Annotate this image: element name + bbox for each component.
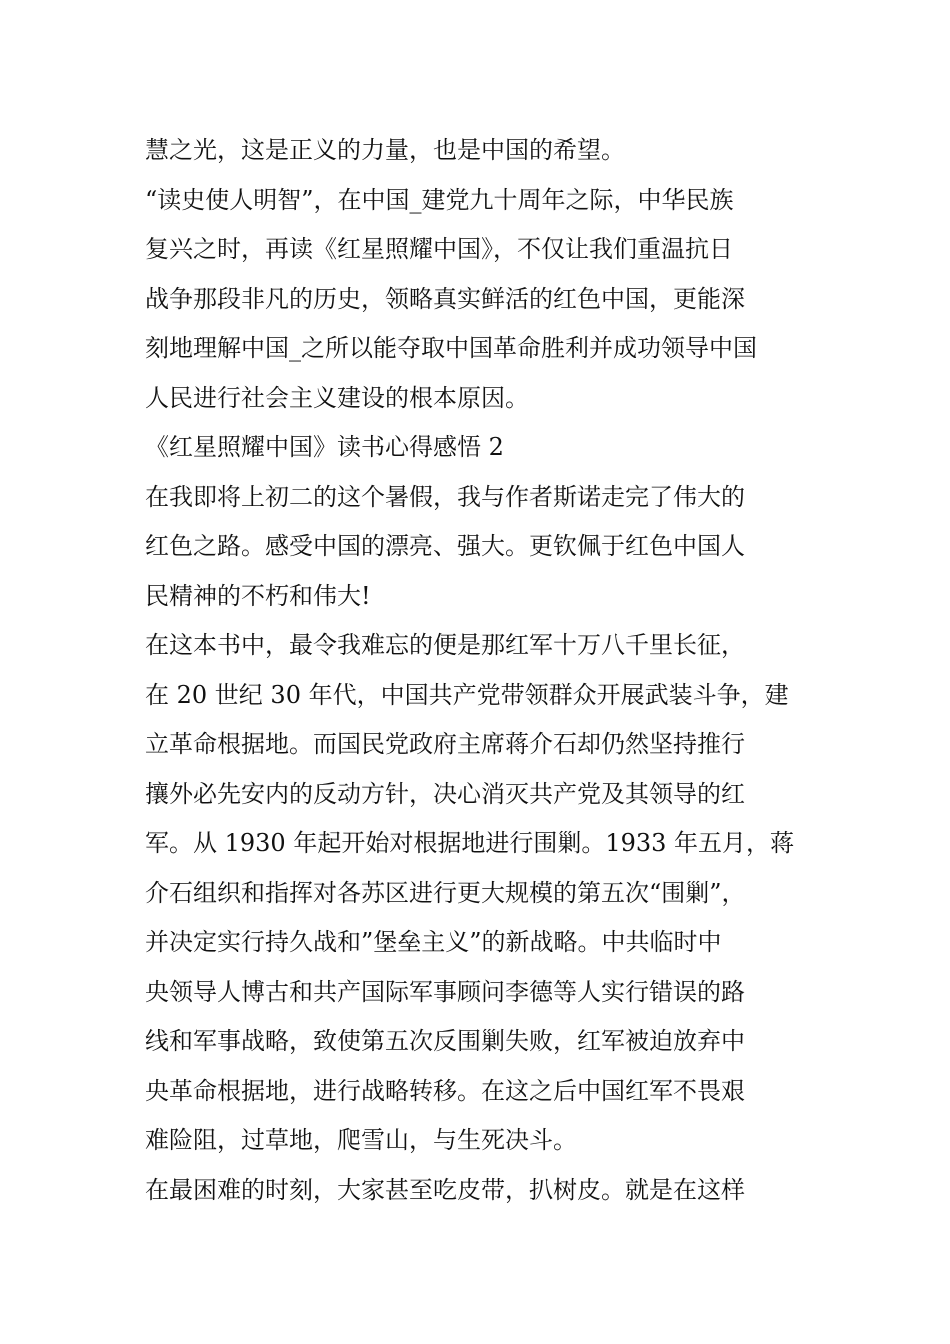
document-body <box>145 126 810 1215</box>
text-line: 慧之光，这是正义的力量，也是中国的希望。 <box>145 136 625 164</box>
text-line: 人民进行社会主义建设的根本原因。 <box>145 383 529 412</box>
text-line: 在最困难的时刻，大家甚至吃皮带，扒树皮。就是在这样 <box>145 1175 745 1204</box>
text-line: 立革命根据地。而国民党政府主席蒋介石却仍然坚持推行 <box>145 730 745 758</box>
text-line: 在 20 世纪 30 年代，中国共产党带领群众开展武装斗争，建 <box>145 680 789 709</box>
text-line: 央革命根据地，进行战略转移。在这之后中国红军不畏艰 <box>145 1076 745 1105</box>
text-line: 线和军事战略，致使第五次反围剿失败，红军被迫放弃中 <box>145 1027 745 1055</box>
text-line: 介石组织和指挥对各苏区进行更大规模的第五次“围剿”， <box>145 878 746 907</box>
section-heading: 《红星照耀中国》读书心得感悟 2 <box>145 433 504 461</box>
text-line: 战争那段非凡的历史，领略真实鲜活的红色中国，更能深 <box>145 284 745 313</box>
text-line: 央领导人博古和共产国际军事顾问李德等人实行错误的路 <box>145 977 745 1006</box>
text-line: 在这本书中，最令我难忘的便是那红军十万八千里长征， <box>145 631 745 659</box>
text-line: 并决定实行持久战和”堡垒主义”的新战略。中共临时中 <box>145 928 722 956</box>
text-line: 民精神的不朽和伟大! <box>145 581 371 610</box>
text-line: 刻地理解中国_之所以能夺取中国革命胜利并成功领导中国 <box>145 334 757 362</box>
text-line: 军。从 1930 年起开始对根据地进行围剿。1933 年五月，蒋 <box>145 829 795 857</box>
text-line: 复兴之时，再读《红星照耀中国》，不仅让我们重温抗日 <box>145 235 733 263</box>
text-line: 在我即将上初二的这个暑假，我与作者斯诺走完了伟大的 <box>145 482 745 511</box>
text-line: 难险阻，过草地，爬雪山，与生死决斗。 <box>145 1126 577 1154</box>
text-line: “读史使人明智”，在中国_建党九十周年之际，中华民族 <box>145 185 734 214</box>
text-line: 红色之路。感受中国的漂亮、强大。更钦佩于红色中国人 <box>145 532 745 560</box>
text-line: 攘外必先安内的反动方针，决心消灭共产党及其领导的红 <box>145 779 745 808</box>
